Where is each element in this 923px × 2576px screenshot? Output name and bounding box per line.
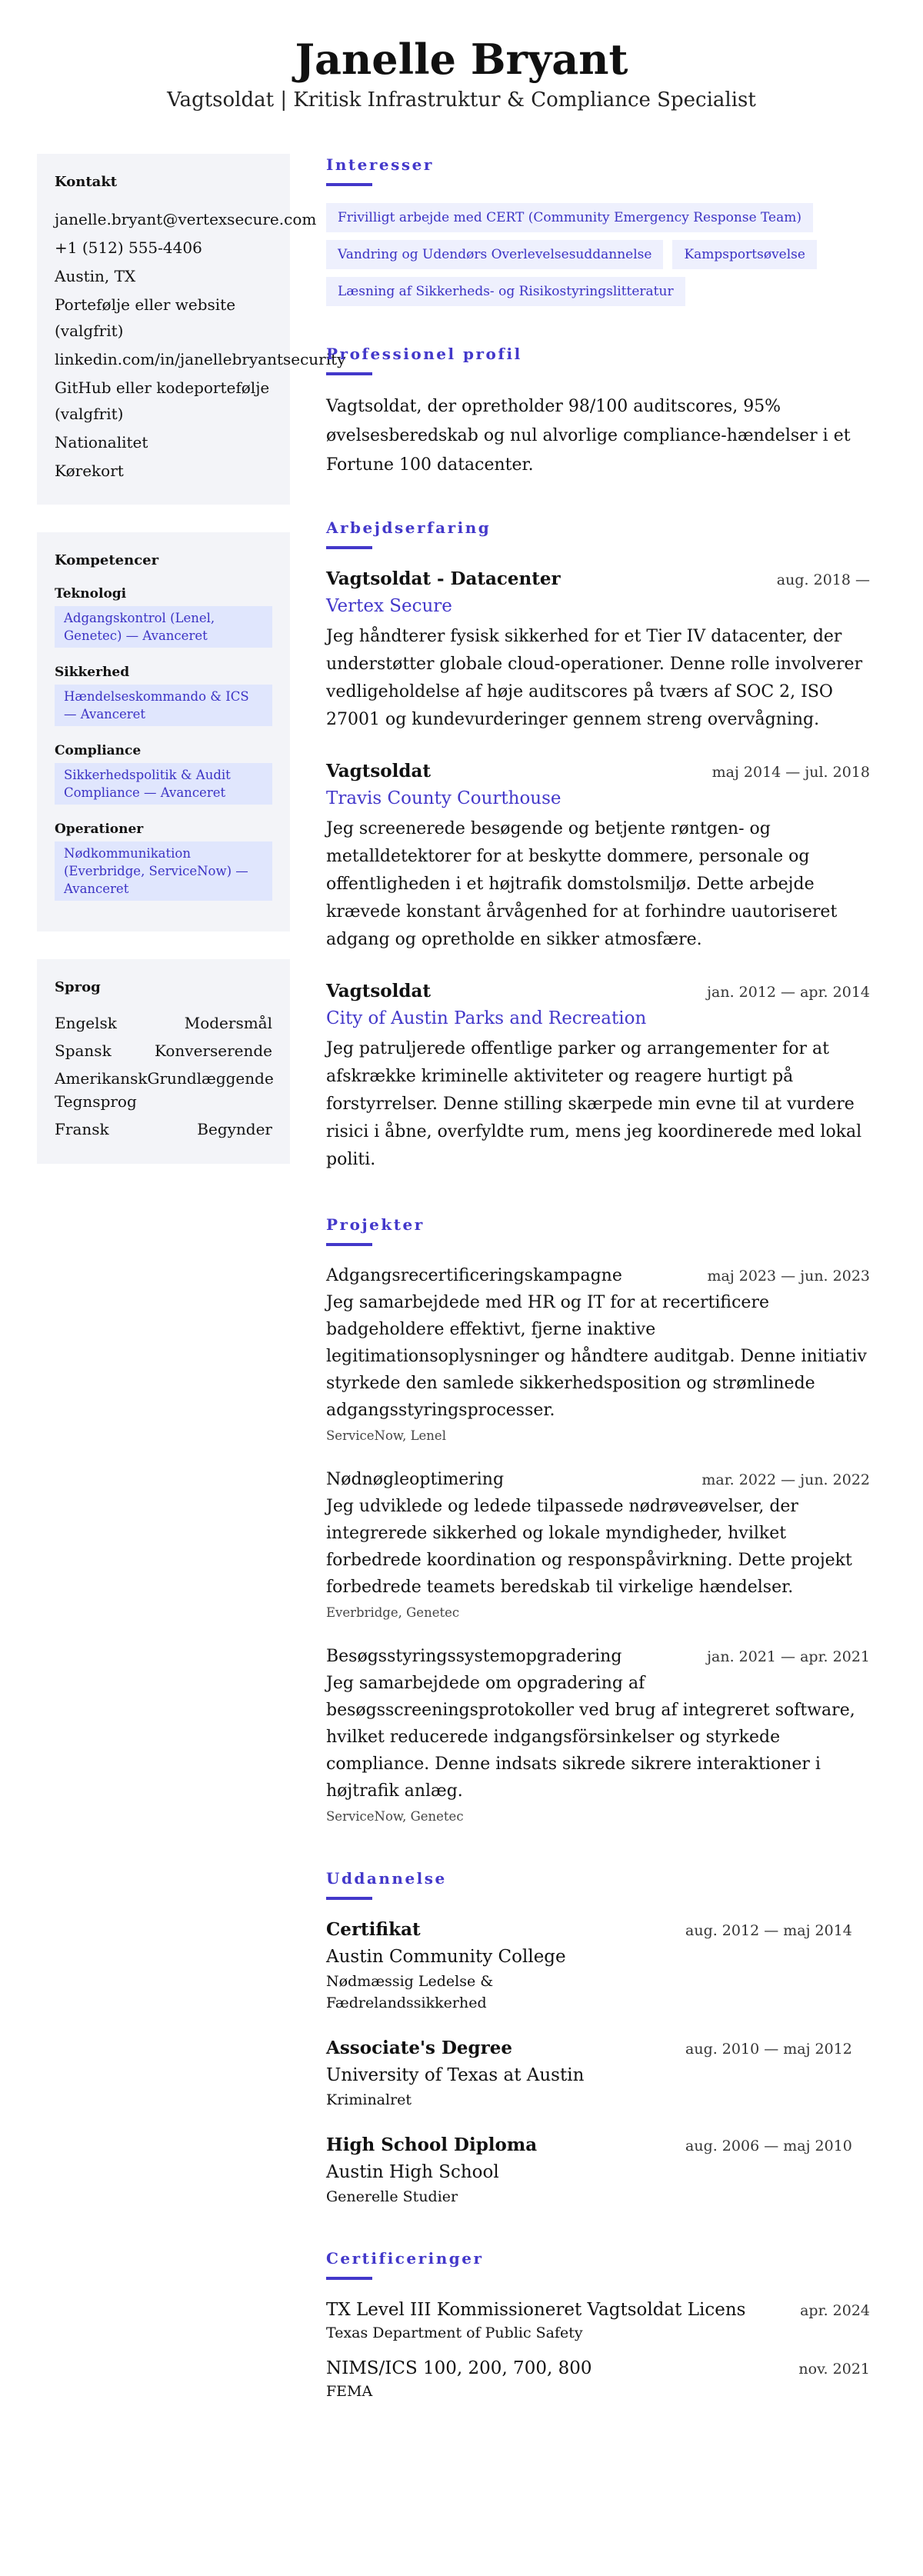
interest-tag: Læsning af Sikkerheds- og Risikostyringslitteratur [326, 277, 685, 306]
school: University of Texas at Austin [326, 2065, 585, 2085]
skill-label: Teknologi [55, 586, 127, 602]
profile-section [326, 343, 870, 480]
job-description: Jeg patruljerede offentlige parker og arrangementer for at afskrække kriminelle aktiviteter og reagere hurtigt på forstyrrelser. Denne stilling skærpede min evne til at vurdere risici i åbne, overfyldte rum, mens jeg koordinerede med lokal politi. [326, 1039, 862, 1169]
job-title: Vagtsoldat - Datacenter [326, 568, 561, 589]
degree: Associate's Degree [326, 2038, 513, 2058]
heading-underline [326, 1243, 372, 1246]
language-level: Konverserende [154, 1041, 272, 1060]
skill-group [55, 663, 272, 726]
contact-heading: Kontakt [55, 174, 118, 190]
section-heading: Professionel profil [326, 345, 522, 363]
language-row [55, 1039, 272, 1062]
project-date: maj 2023 — jun. 2023 [707, 1268, 870, 1285]
skill-group [55, 585, 272, 648]
field-of-study: Kriminalret [326, 2091, 412, 2108]
project-entry [326, 1644, 870, 1828]
sidebar [37, 154, 346, 2441]
section-heading: Interesser [326, 155, 434, 174]
school: Austin Community College [326, 1947, 566, 1967]
interest-tag: Kampsportsøvelse [672, 240, 816, 269]
education-entry [326, 1917, 870, 2014]
project-title: Adgangsrecertificeringskampagne [326, 1266, 622, 1285]
project-tech: ServiceNow, Genetec [326, 1809, 464, 1824]
job-title: Vagtsoldat [326, 761, 431, 781]
education-date: aug. 2010 — maj 2012 [685, 2041, 852, 2058]
job-date: maj 2014 — jul. 2018 [711, 764, 870, 781]
job-company: Vertex Secure [326, 596, 452, 616]
job-entry [326, 566, 870, 734]
contact-linkedin[interactable]: linkedin.com/in/janellebryantsecurity [55, 350, 346, 368]
language-name: Amerikansk Tegnsprog [55, 1069, 148, 1111]
project-entry [326, 1467, 870, 1624]
language-row [55, 1011, 272, 1035]
interest-tags [326, 203, 870, 306]
heading-underline [326, 1897, 372, 1900]
job-entry [326, 758, 870, 954]
language-name: Engelsk [55, 1014, 117, 1032]
contact-email[interactable]: janelle.bryant@vertexsecure.com [55, 210, 317, 228]
section-heading: Certificeringer [326, 2249, 484, 2268]
skill-group [55, 820, 272, 901]
job-description: Jeg håndterer fysisk sikkerhed for et Tier IV datacenter, der understøtter globale cloud-operationer. Denne rolle involverer vedligeholdelse af høje auditscores på tværs af SOC 2, ISO 27001 og kundevurderinger gennem streng overvågning. [326, 627, 863, 729]
languages-box [37, 959, 290, 1164]
skill-chip: Hændelseskommando & ICS — Avanceret [55, 685, 272, 726]
heading-underline [326, 2277, 372, 2280]
experience-section [326, 517, 870, 1174]
contact-license: Kørekort [55, 462, 124, 480]
skill-label: Compliance [55, 743, 142, 758]
project-description: Jeg udviklede og ledede tilpassede nødrøveøvelser, der integrerede sikkerhed og lokale myndigheder, hvilket forbedrede koordination og responspåvirkning. Dette projekt forbedrede teamets beredskab til virkelige hændelser. [326, 1497, 852, 1597]
degree: High School Diploma [326, 2134, 538, 2155]
education-entry [326, 2035, 870, 2111]
education-date: aug. 2012 — maj 2014 [685, 1922, 852, 1939]
candidate-name: Janelle Bryant [295, 35, 628, 84]
resume-header [0, 0, 923, 114]
skill-chip: Nødkommunikation (Everbridge, ServiceNow) — Avanceret [55, 841, 272, 901]
interests-section [326, 154, 870, 306]
certification-date: apr. 2024 [800, 2302, 870, 2319]
contact-phone: +1 (512) 555-4406 [55, 238, 202, 257]
section-heading: Uddannelse [326, 1869, 447, 1888]
field-of-study: Nødmæssig Ledelse & Fædrelandssikkerhed [326, 1973, 494, 2011]
certification-entry [326, 2355, 870, 2401]
heading-underline [326, 372, 372, 375]
project-date: mar. 2022 — jun. 2022 [701, 1471, 870, 1488]
field-of-study: Generelle Studier [326, 2188, 458, 2205]
heading-underline [326, 546, 372, 549]
project-entry [326, 1263, 870, 1447]
skill-chip: Sikkerhedspolitik & Audit Compliance — Avanceret [55, 763, 272, 805]
education-date: aug. 2006 — maj 2010 [685, 2138, 852, 2154]
project-description: Jeg samarbejdede om opgradering af besøgsscreeningsprotokoller ved brug af integreret software, hvilket reducerede indgangsförsinkelser og styrkede compliance. Denne indsats sikrede sikrere interaktioner i højtrafik anlæg. [326, 1674, 855, 1801]
profile-text: Vagtsoldat, der opretholder 98/100 auditscores, 95% øvelsesberedskab og nul alvorlige compliance-hændelser i et Fortune 100 datacenter. [326, 397, 851, 475]
section-heading: Arbejdserfaring [326, 518, 491, 537]
language-row [55, 1067, 272, 1113]
skill-group [55, 741, 272, 805]
language-name: Fransk [55, 1120, 109, 1138]
contact-location: Austin, TX [55, 267, 136, 285]
certification-name: TX Level III Kommissioneret Vagtsoldat Licens [326, 2300, 746, 2320]
skill-label: Sikkerhed [55, 665, 130, 680]
language-level: Modersmål [184, 1014, 272, 1032]
certification-date: nov. 2021 [798, 2361, 870, 2378]
job-date: aug. 2018 — [776, 572, 870, 588]
project-tech: ServiceNow, Lenel [326, 1428, 446, 1443]
project-title: Nødnøgleoptimering [326, 1470, 505, 1489]
contact-portfolio: Portefølje eller website (valgfrit) [55, 295, 236, 340]
job-entry [326, 978, 870, 1174]
language-level: Begynder [197, 1120, 272, 1138]
contact-box [37, 154, 346, 505]
contact-nationality: Nationalitet [55, 433, 148, 452]
interest-tag: Frivilligt arbejde med CERT (Community Emergency Response Team) [326, 203, 813, 232]
section-heading: Projekter [326, 1215, 425, 1234]
project-tech: Everbridge, Genetec [326, 1605, 460, 1620]
project-date: jan. 2021 — apr. 2021 [707, 1648, 870, 1665]
job-date: jan. 2012 — apr. 2014 [707, 984, 870, 1001]
education-entry [326, 2132, 870, 2208]
heading-underline [326, 183, 372, 186]
interest-tag: Vandring og Udendørs Overlevelsesuddannelse [326, 240, 663, 269]
language-row [55, 1118, 272, 1141]
education-section [326, 1868, 870, 2208]
skill-chip: Adgangskontrol (Lenel, Genetec) — Avanceret [55, 606, 272, 648]
skills-box [37, 532, 290, 931]
project-title: Besøgsstyringssystemopgradering [326, 1647, 622, 1666]
main-content [326, 154, 870, 2441]
projects-section [326, 1214, 870, 1828]
skill-label: Operationer [55, 821, 144, 837]
degree: Certifikat [326, 1919, 421, 1940]
project-description: Jeg samarbejdede med HR og IT for at recertificere badgeholdere effektivt, fjerne inaktive legitimationsoplysninger og håndtere auditgab. Denne initiativ styrkede den samlede sikkerhedsposition og strømlinede adgangsstyringsprocesser. [326, 1293, 867, 1420]
certification-name: NIMS/ICS 100, 200, 700, 800 [326, 2358, 592, 2378]
job-company: City of Austin Parks and Recreation [326, 1008, 647, 1028]
job-company: Travis County Courthouse [326, 788, 561, 808]
job-description: Jeg screenerede besøgende og betjente røntgen- og metalldetektorer for at beskytte dommere, personale og offentligheden i et højtrafik domstolsmiljø. Dette arbejde krævede konstant årvågenhed for at forhindre uautoriseret adgang og opretholde en sikker atmosfære. [326, 819, 838, 949]
languages-heading: Sprog [55, 979, 101, 995]
candidate-subtitle: Vagtsoldat | Kritisk Infrastruktur & Compliance Specialist [167, 88, 756, 112]
certification-issuer: FEMA [326, 2383, 373, 2400]
job-title: Vagtsoldat [326, 981, 431, 1001]
certification-issuer: Texas Department of Public Safety [326, 2324, 583, 2341]
language-name: Spansk [55, 1041, 112, 1060]
skills-heading: Kompetencer [55, 552, 159, 568]
contact-github: GitHub eller kodeportefølje (valgfrit) [55, 378, 270, 423]
school: Austin High School [326, 2162, 499, 2182]
certifications-section [326, 2248, 870, 2401]
language-level: Grundlæggende [147, 1069, 274, 1088]
certification-entry [326, 2297, 870, 2343]
